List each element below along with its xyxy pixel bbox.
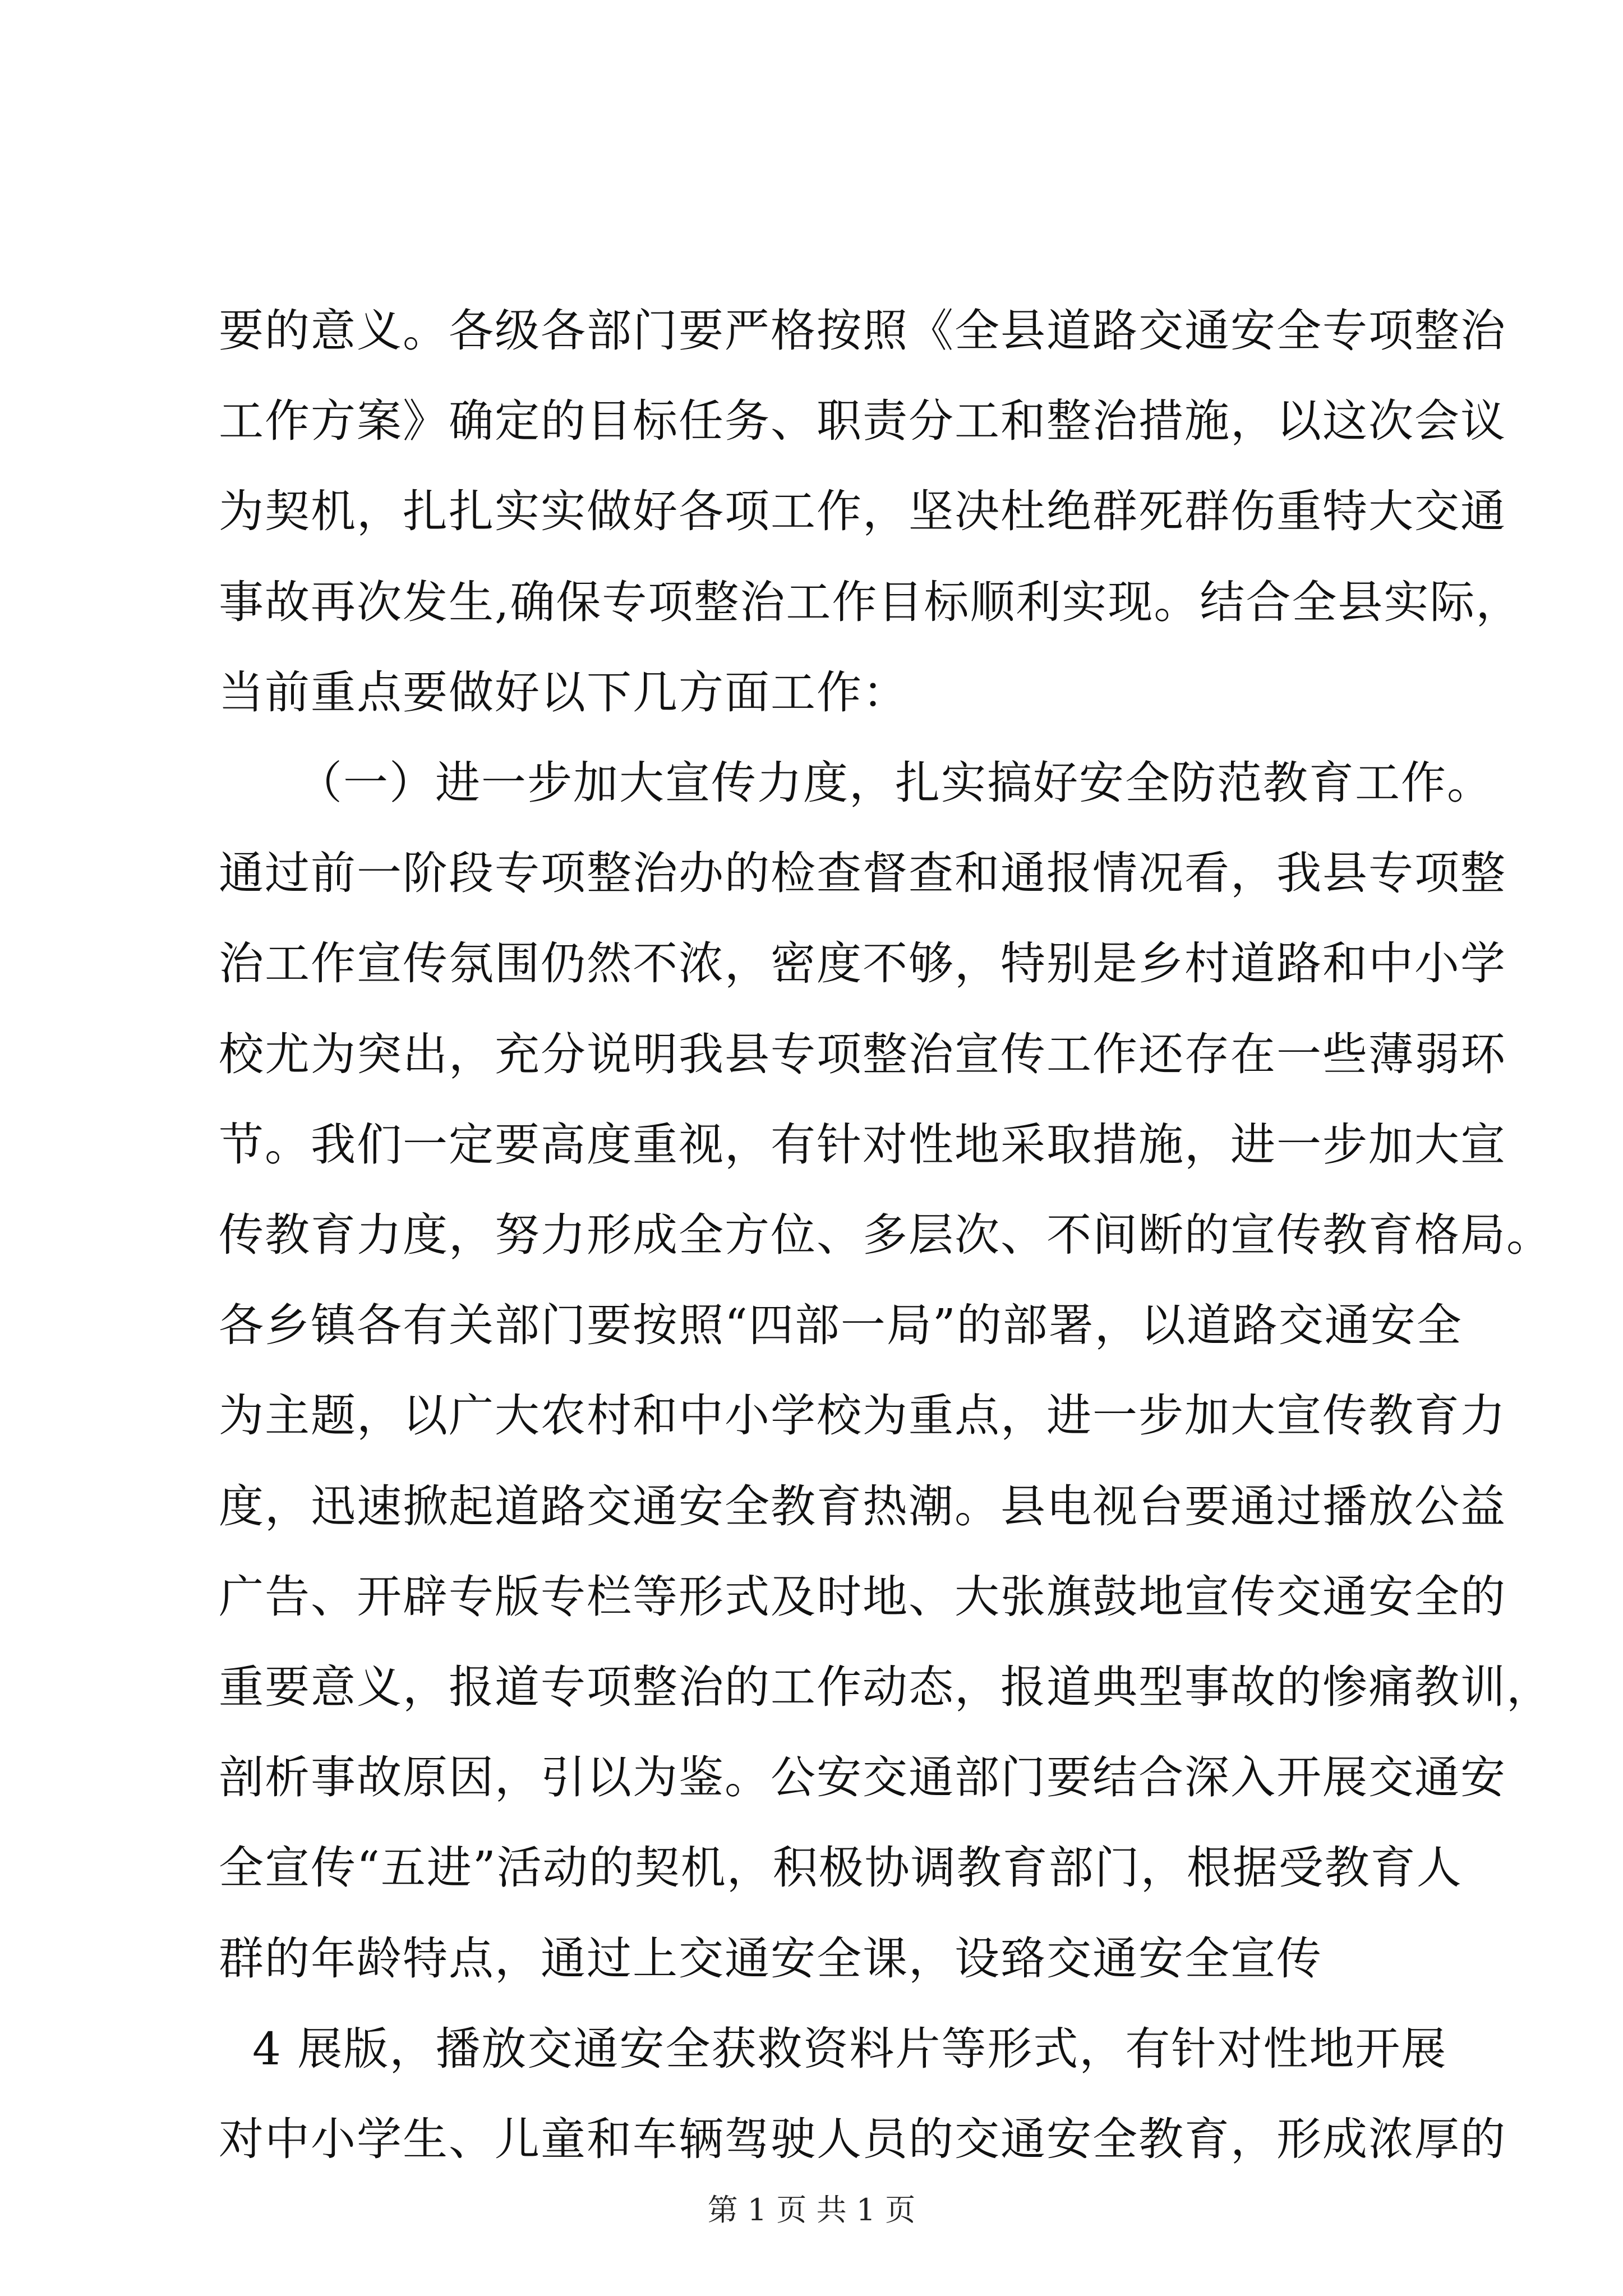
text-line-21: 对中小学生、儿童和车辆驾驶人员的交通安全教育，形成浓厚的	[219, 2113, 1506, 2165]
text-line-1: 要的意义。各级各部门要严格按照《全县道路交通安全专项整治	[219, 305, 1506, 357]
page-footer: 第 1 页 共 1 页	[707, 2192, 916, 2228]
text-line-9: 校尤为突出，充分说明我县专项整治宣传工作还存在一些薄弱环	[219, 1028, 1506, 1080]
text-line-5: 当前重点要做好以下几方面工作：	[219, 666, 909, 719]
text-line-20: 4 展版，播放交通安全获救资料片等形式，有针对性地开展	[252, 2023, 1447, 2075]
text-line-19: 群的年龄特点，通过上交通安全课，设臵交通安全宣传	[219, 1932, 1322, 1985]
section-heading: （一）进一步加大宣传力度，扎实搞好安全防范教育工作。	[297, 757, 1493, 809]
text-line-15: 广告、开辟专版专栏等形式及时地、大张旗鼓地宣传交通安全的	[219, 1571, 1506, 1623]
text-line-7: 通过前一阶段专项整治办的检查督查和通报情况看，我县专项整	[219, 847, 1506, 899]
text-line-18: 全宣传“五进”活动的契机，积极协调教育部门，根据受教育人	[219, 1842, 1463, 1894]
text-line-3: 为契机，扎扎实实做好各项工作，坚决杜绝群死群伤重特大交通	[219, 485, 1506, 537]
text-line-8: 治工作宣传氛围仍然不浓，密度不够，特别是乡村道路和中小学	[219, 937, 1506, 990]
text-line-10: 节。我们一定要高度重视，有针对性地采取措施，进一步加大宣	[219, 1119, 1506, 1171]
text-line-14: 度，迅速掀起道路交通安全教育热潮。县电视台要通过播放公益	[219, 1480, 1506, 1533]
text-line-11: 传教育力度，努力形成全方位、多层次、不间断的宣传教育格局。	[219, 1209, 1552, 1261]
text-line-4: 事故再次发生,确保专项整治工作目标顺利实现。结合全县实际，	[219, 576, 1522, 628]
text-line-12: 各乡镇各有关部门要按照“四部一局”的部署，以道路交通安全	[219, 1299, 1463, 1351]
text-line-16: 重要意义，报道专项整治的工作动态，报道典型事故的惨痛教训，	[219, 1661, 1552, 1713]
text-line-2: 工作方案》确定的目标任务、职责分工和整治措施，以这次会议	[219, 395, 1506, 447]
text-line-17: 剖析事故原因，引以为鉴。公安交通部门要结合深入开展交通安	[219, 1751, 1506, 1803]
text-line-13: 为主题，以广大农村和中小学校为重点，进一步加大宣传教育力	[219, 1389, 1506, 1442]
